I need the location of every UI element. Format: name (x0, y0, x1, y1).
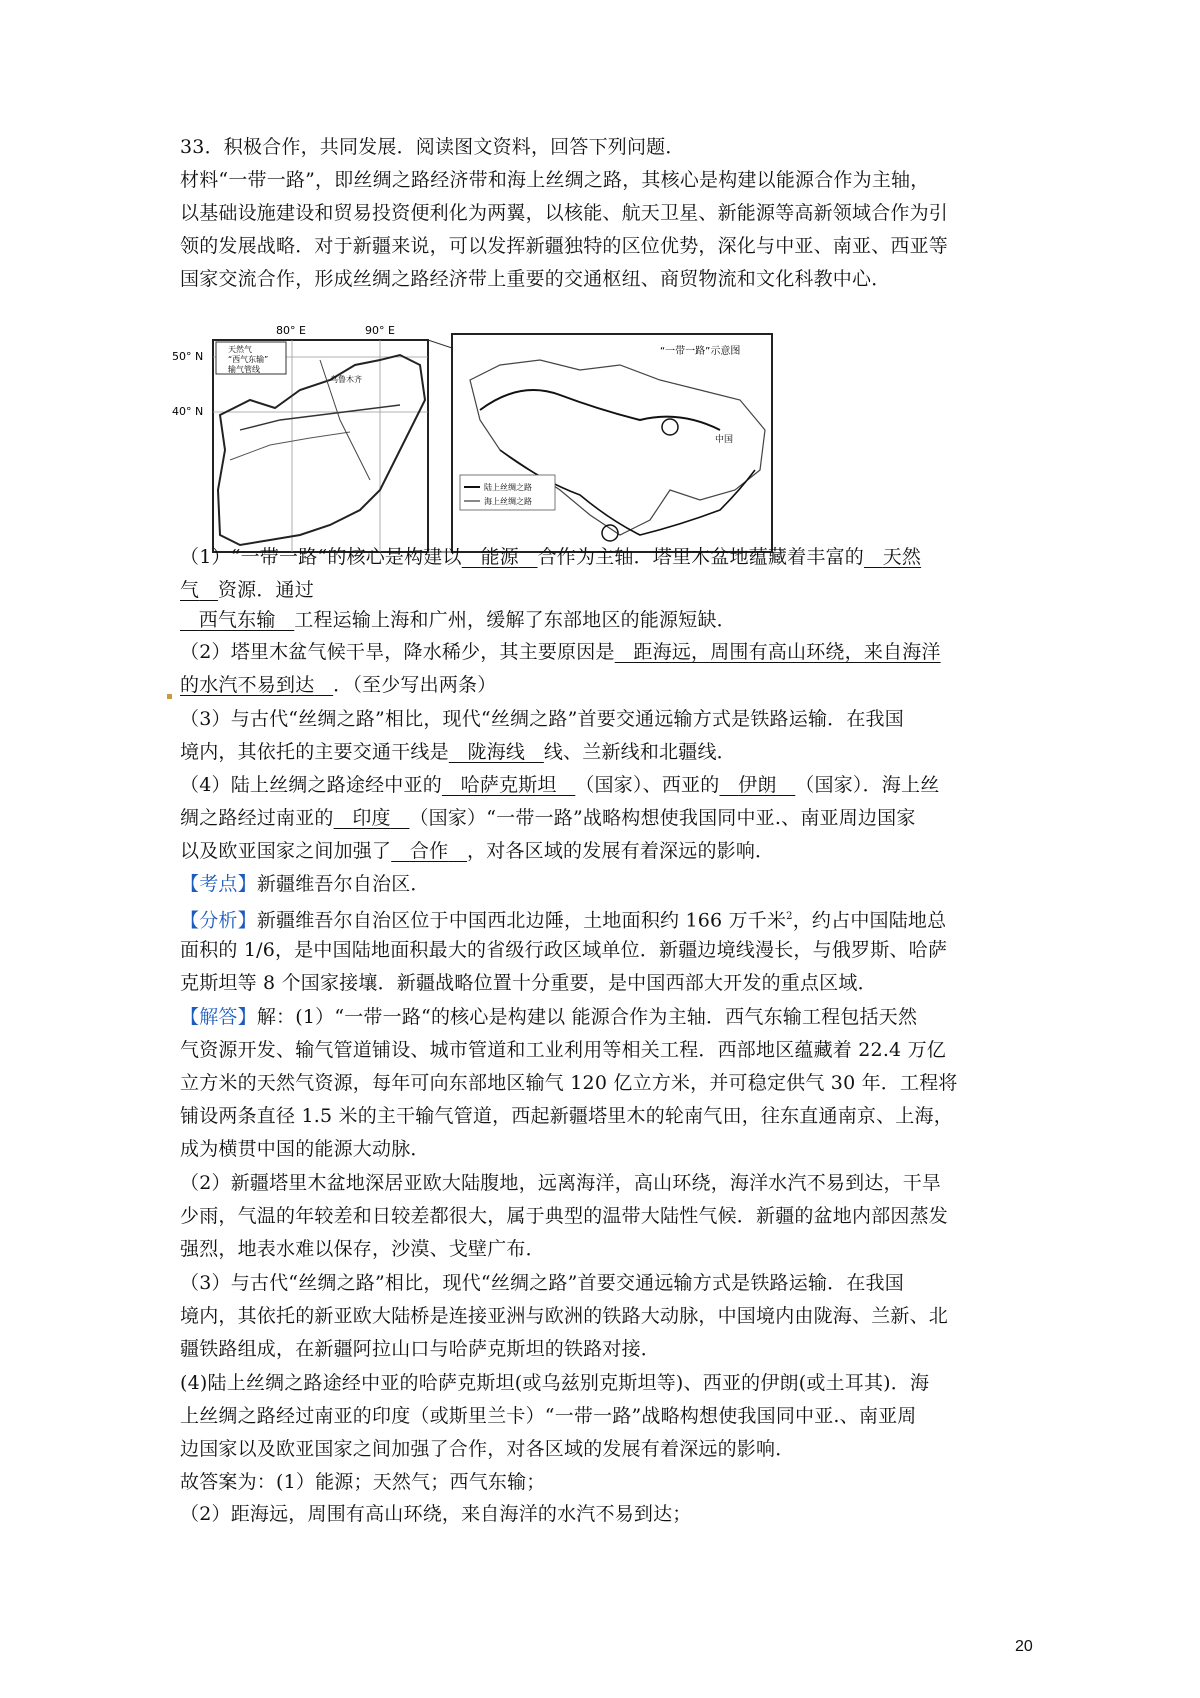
kaodian-tag: 【考点】 (180, 873, 257, 895)
q2-line: 的水汽不易到达 ．（至少写出两条） (180, 674, 497, 696)
belt-and-road-map-figure (172, 320, 850, 565)
legend-text: “西气东输” (228, 355, 269, 364)
jieda-line: 故答案为：(1）能源；天然气；西气东输； (180, 1471, 546, 1493)
lat-label: 50° N (172, 350, 204, 363)
fenxi-line: 【分析】新疆维吾尔自治区位于中国西北边陲，土地面积约 166 万千米$^2$，约占中国陆地总 (180, 909, 947, 932)
material-line: 材料“一带一路”，即丝绸之路经济带和海上丝绸之路，其核心是构建以能源合作为主轴， (180, 169, 930, 191)
jieda-line: 成为横贯中国的能源大动脉． (180, 1138, 430, 1160)
jieda-line: （2）新疆塔里木盆地深居亚欧大陆腹地，远离海洋，高山环绕，海洋水汽不易到达，干旱 (180, 1172, 942, 1194)
map-title: “一带一路”示意图 (660, 346, 741, 357)
lon-label: 80° E (276, 324, 306, 337)
kaodian-line: 【考点】新疆维吾尔自治区． (180, 873, 430, 895)
fenxi-line: 面积的 1/6，是中国陆地面积最大的省级行政区域单位．新疆边境线漫长，与俄罗斯、哈萨 (180, 939, 948, 961)
blank-answer: 陇海线 (467, 741, 526, 763)
blank-answer: 印度 (352, 807, 391, 829)
blank-answer: 西气东输 (198, 609, 276, 631)
question-title: 33．积极合作，共同发展．阅读图文资料，回答下列问题． (180, 136, 685, 158)
jieda-line: 立方米的天然气资源，每年可向东部地区输气 120 亿立方米，并可稳定供气 30 年．工程将 (180, 1072, 958, 1094)
jieda-line: (4)陆上丝绸之路途经中亚的哈萨克斯坦(或乌兹别克斯坦等)、西亚的伊朗(或土耳其)．海 (180, 1372, 930, 1394)
blank-answer: 的水汽不易到达 (180, 674, 315, 696)
belt-and-road-map (452, 334, 772, 552)
jieda-line: 上丝绸之路经过南亚的印度（或斯里兰卡）“一带一路”战略构想使我国同中亚.、南亚周 (180, 1405, 917, 1427)
blank-answer: 天然 (882, 546, 922, 568)
blank-answer: 距海远，周围有高山环绕，来自海洋 (633, 641, 941, 663)
q4-line: 绸之路经过南亚的 印度 （国家）“一带一路”战略构想使我国同中亚.、南亚周边国家 (180, 807, 916, 829)
blank-answer: 能源 (480, 546, 519, 568)
lat-label: 40° N (172, 405, 204, 418)
jieda-line: 疆铁路组成，在新疆阿拉山口与哈萨克斯坦的铁路对接． (180, 1338, 661, 1360)
q4-line: 以及欧亚国家之间加强了 合作 ，对各区域的发展有着深远的影响． (180, 840, 775, 862)
jieda-line: 境内，其依托的新亚欧大陆桥是连接亚洲与欧洲的铁路大动脉，中国境内由陇海、兰新、北 (180, 1305, 949, 1327)
q1-line: 西气东输 工程运输上海和广州，缓解了东部地区的能源短缺． (180, 603, 736, 637)
q3-line: 境内，其依托的主要交通干线是 陇海线 线、兰新线和北疆线． (180, 741, 736, 763)
legend-text: 输气管线 (228, 365, 260, 374)
jieda-tag: 【解答】 (180, 1006, 257, 1028)
fenxi-tag: 【分析】 (180, 909, 257, 932)
legend-text: 天然气 (228, 345, 252, 354)
jieda-line: 铺设两条直径 1.5 米的主干输气管道，西起新疆塔里木的轮南气田，往东直通南京、上海， (180, 1105, 953, 1127)
page-number: 20 (1015, 1638, 1033, 1655)
jieda-line: 少雨，气温的年较差和日较差都很大，属于典型的温带大陆性气候．新疆的盆地内部因蒸发 (180, 1205, 949, 1227)
legend-text: 陆上丝绸之路 (484, 483, 532, 492)
jieda-line: （2）距海远，周围有高山环绕，来自海洋的水汽不易到达； (180, 1503, 692, 1525)
material-line: 以基础设施建设和贸易投资便利化为两翼，以核能、航天卫星、新能源等高新领域合作为引 (180, 202, 949, 224)
country-label: 中国 (715, 435, 734, 445)
q1-line: （1）“一带一路“的核心是构建以 能源 合作为主轴．塔里木盆地蕴藏着丰富的 天然 (180, 546, 922, 568)
jieda-line: （3）与古代“丝绸之路”相比，现代“丝绸之路”首要交通远输方式是铁路运输．在我国 (180, 1272, 904, 1294)
xinjiang-inset-map (172, 324, 428, 552)
blank-answer: 气 (180, 579, 200, 601)
q3-line: （3）与古代“丝绸之路”相比，现代“丝绸之路”首要交通远输方式是铁路运输．在我国 (180, 708, 904, 730)
fenxi-line: 克斯坦等 8 个国家接壤．新疆战略位置十分重要，是中国西部大开发的重点区域． (180, 972, 877, 994)
blank-answer: 合作 (409, 840, 449, 862)
jieda-line: 边国家以及欧亚国家之间加强了合作，对各区域的发展有着深远的影响． (180, 1438, 795, 1460)
blank-answer: 哈萨克斯坦 (460, 774, 557, 796)
blank-answer: 伊朗 (738, 774, 777, 796)
legend-text: 海上丝绸之路 (484, 497, 532, 506)
q4-line: （4）陆上丝绸之路途经中亚的 哈萨克斯坦 （国家）、西亚的 伊朗 （国家）．海上丝 (180, 774, 940, 796)
jieda-line: 【解答】解：(1）“一带一路“的核心是构建以 能源合作为主轴．西气东输工程包括天然 (180, 1006, 918, 1028)
city-label: 乌鲁木齐 (330, 375, 362, 384)
material-line: 国家交流合作，形成丝绸之路经济带上重要的交通枢纽、商贸物流和文化科教中心． (180, 268, 891, 290)
jieda-line: 气资源开发、输气管道铺设、城市管道和工业利用等相关工程．西部地区蕴藏着 22.4 万亿 (180, 1039, 946, 1061)
margin-marker (167, 694, 172, 699)
lon-label: 90° E (365, 324, 395, 337)
q1-line: 气 资源．通过 (180, 579, 314, 601)
jieda-line: 强烈，地表水难以保存，沙漠、戈壁广布． (180, 1238, 545, 1260)
material-line: 领的发展战略．对于新疆来说，可以发挥新疆独特的区位优势，深化与中亚、南亚、西亚等 (180, 235, 949, 257)
q2-line: （2）塔里木盆气候干旱，降水稀少，其主要原因是 距海远，周围有高山环绕，来自海洋 (180, 641, 941, 663)
